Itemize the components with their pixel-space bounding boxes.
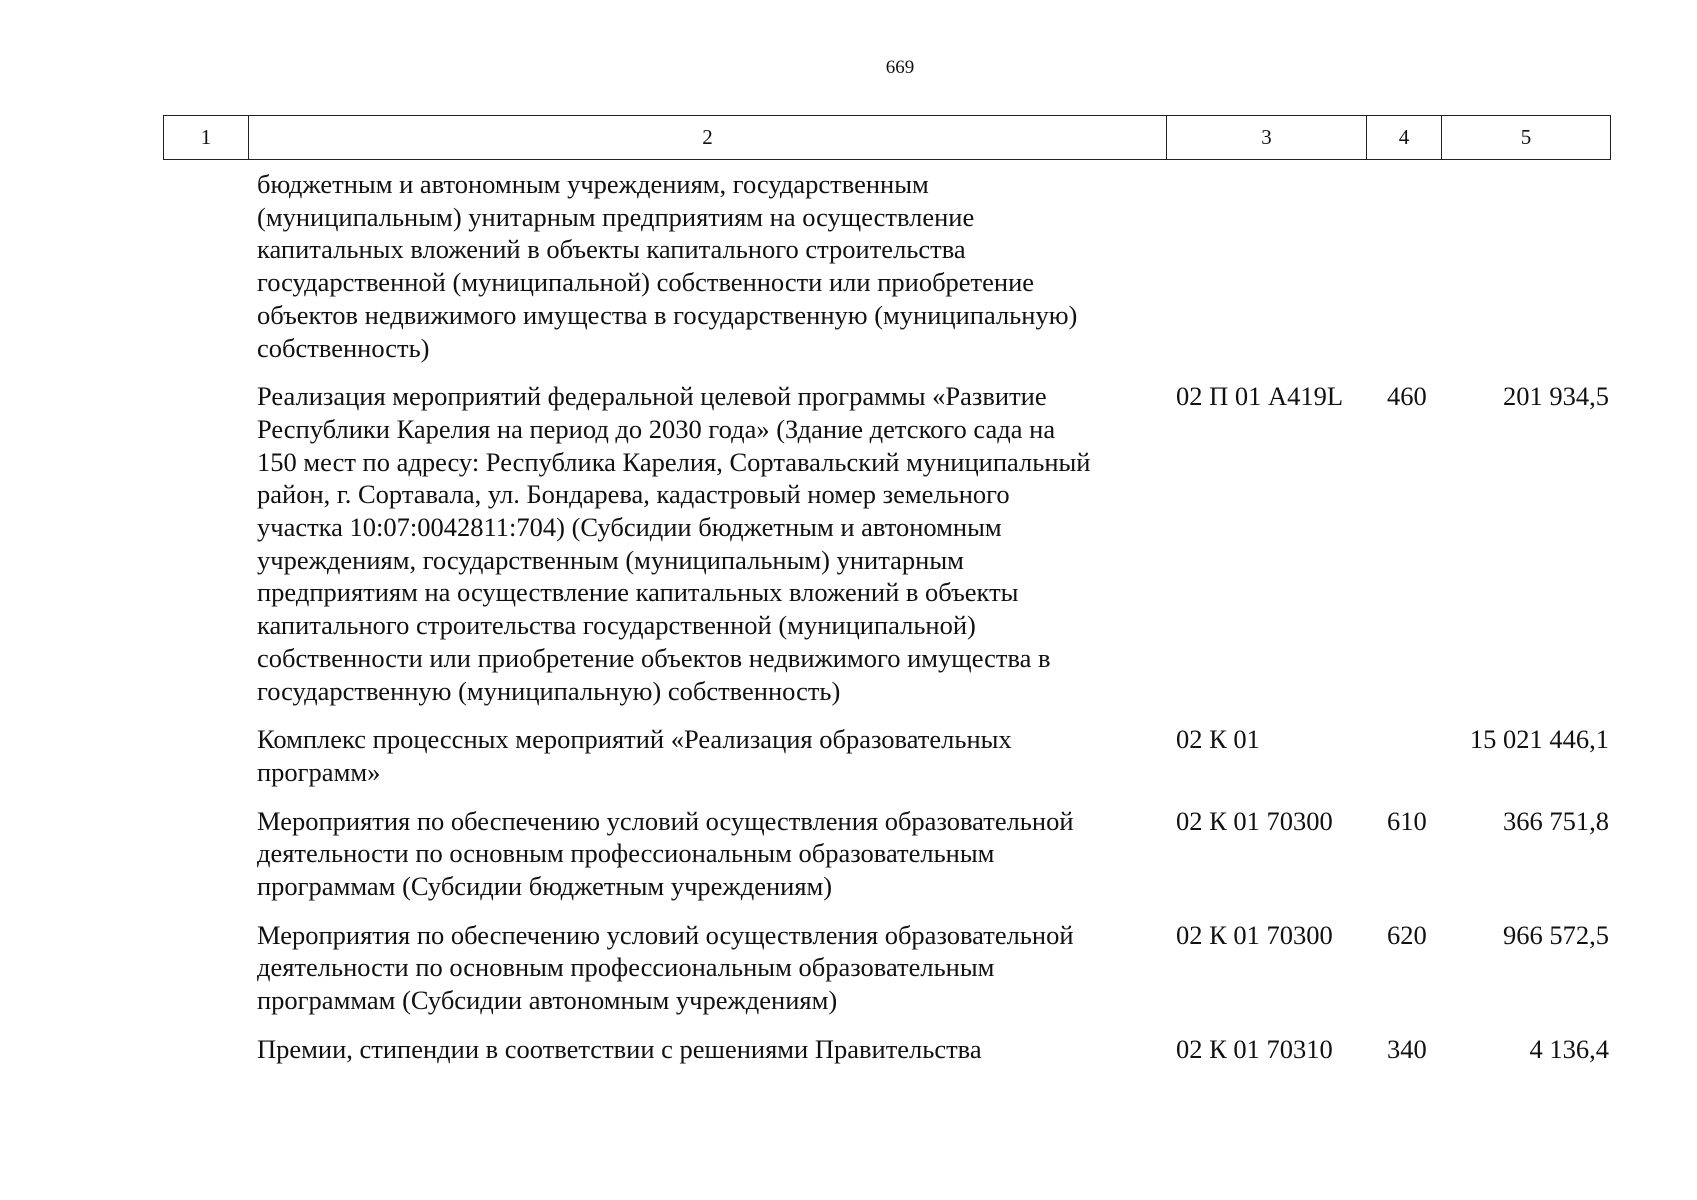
row-type: 610 xyxy=(1387,805,1427,836)
header-col-4: 4 xyxy=(1367,116,1442,159)
header-col-1: 1 xyxy=(164,116,249,159)
header-col-3: 3 xyxy=(1167,116,1367,159)
row-type: 460 xyxy=(1387,381,1427,412)
row-name: Премии, стипендии в соответствии с решениями Правительства xyxy=(257,1033,982,1064)
table-body xyxy=(0,168,1697,1082)
table-row xyxy=(0,805,1697,903)
row-code: 02 К 01 70300 xyxy=(1176,805,1333,836)
table-row xyxy=(0,919,1697,1017)
row-code: 02 К 01 xyxy=(1176,724,1260,755)
row-sum: 4 136,4 xyxy=(1529,1033,1609,1064)
row-code: 02 К 01 70310 xyxy=(1176,1033,1333,1064)
page-number: 669 xyxy=(885,57,915,78)
row-name: Мероприятия по обеспечению условий осуществления образовательной деятельности по основным профессиональным образовательным программам (Субсидии бюджетным учреждениям) xyxy=(257,805,1074,902)
table-row xyxy=(0,380,1697,707)
row-type: 620 xyxy=(1387,919,1427,950)
row-sum: 966 572,5 xyxy=(1503,919,1609,950)
row-sum: 15 021 446,1 xyxy=(1469,724,1609,755)
table-row xyxy=(0,723,1697,788)
table-row xyxy=(0,168,1697,364)
row-name: Комплекс процессных мероприятий «Реализация образовательных программ» xyxy=(257,724,1012,787)
row-code: 02 К 01 70300 xyxy=(1176,919,1333,950)
row-code: 02 П 01 А419L xyxy=(1176,381,1344,412)
row-name: Мероприятия по обеспечению условий осуществления образовательной деятельности по основным профессиональным образовательным программам (Субсидии автономным учреждениям) xyxy=(257,919,1074,1016)
table-row xyxy=(0,1033,1697,1066)
header-col-2: 2 xyxy=(249,116,1167,159)
row-sum: 201 934,5 xyxy=(1503,381,1609,412)
header-col-5: 5 xyxy=(1520,125,1532,149)
row-name: бюджетным и автономным учреждениям, государственным (муниципальным) унитарным предприятиям на осуществление капитальных вложений в объекты капитального строительства государственной (муниципальной) собственности или приобретение объектов недвижимого имущества в государственную (муниципальную) собственность) xyxy=(257,169,1078,363)
table-header xyxy=(163,115,1611,160)
row-sum: 366 751,8 xyxy=(1503,805,1609,836)
row-type: 340 xyxy=(1387,1033,1427,1064)
row-name: Реализация мероприятий федеральной целевой программы «Развитие Республики Карелия на период до 2030 года» (Здание детского сада на 150 мест по адресу: Республика Карелия, Сортавальский муниципальный район, г. Сортавала, ул. Бондарева, кадастровый номер земельного участка 10:07:0042811:704) (Субсидии бюджетным и автономным учреждениям, государственным (муниципальным) унитарным предприятиям на осуществление капитальных вложений в объекты капитального строительства государственной (муниципальной) собственности или приобретение объектов недвижимого имущества в государственную (муниципальную) собственность) xyxy=(257,381,1091,706)
